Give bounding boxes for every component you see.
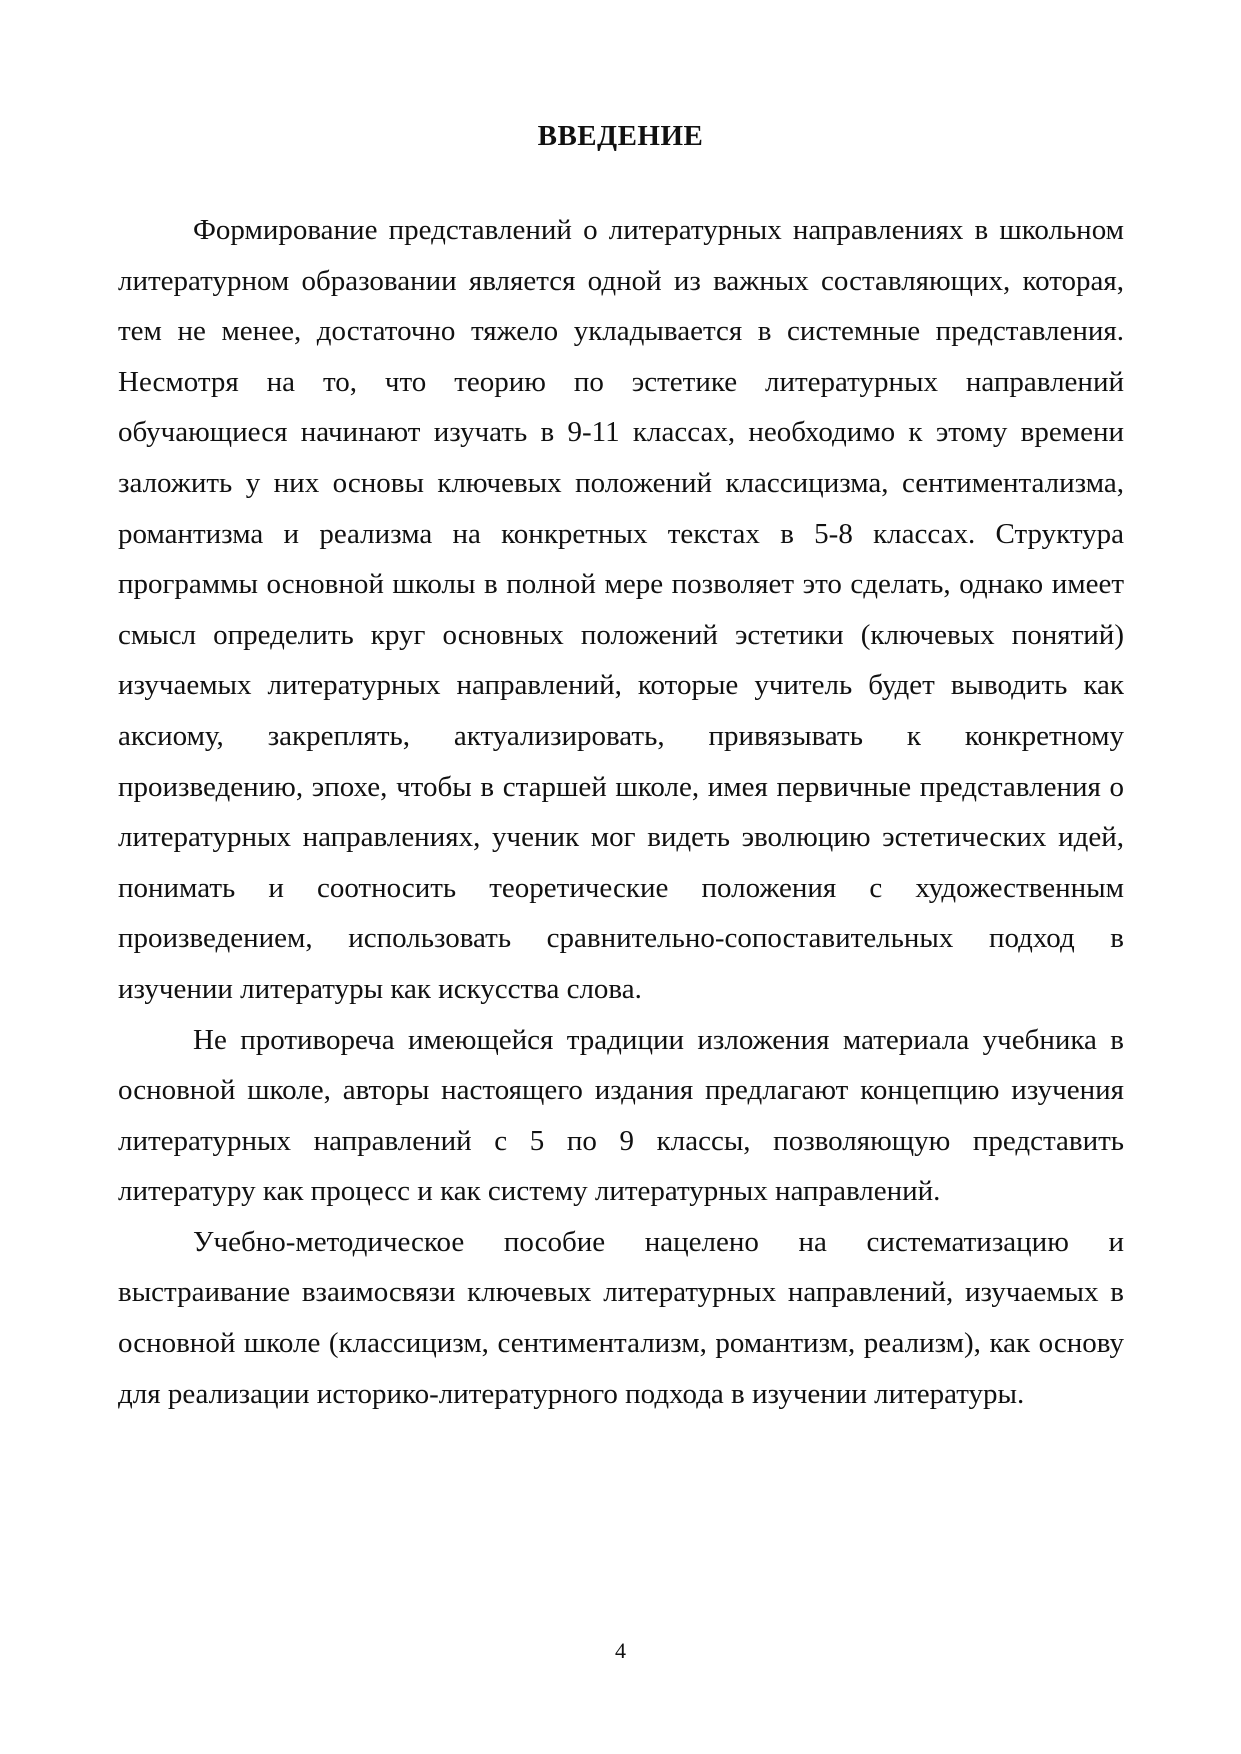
body-text [118, 205, 1124, 1419]
page-title: ВВЕДЕНИЕ [537, 120, 704, 152]
paragraph-3: Учебно-методическое пособие нацелено на систематизацию и выстраивание взаимосвязи ключевых литературных направлений, изучаемых в основной школе (классицизм, сентиментализм, романтизм, реализм), как основу для реализации историко-литературного подхода в изучении литературы. [118, 1225, 1124, 1410]
paragraph-2: Не противореча имеющейся традиции изложения материала учебника в основной школе, авторы настоящего издания предлагают концепцию изучения литературных направлений с 5 по 9 классы, позволяющую представить литературу как процесс и как систему литературных направлений. [118, 1023, 1124, 1208]
paragraph-1: Формирование представлений о литературных направлениях в школьном литературном образовании является одной из важных составляющих, которая, тем не менее, достаточно тяжело укладывается в системные представления. Несмотря на то, что теорию по эстетике литературных направлений обучающиеся начинают изучать в 9-11 классах, необходимо к этому времени заложить у них основы ключевых положений классицизма, сентиментализма, романтизма и реализма на конкретных текстах в 5-8 классах. Структура программы основной школы в полной мере позволяет это сделать, однако имеет смысл определить круг основных положений эстетики (ключевых понятий) изучаемых литературных направлений, которые учитель будет выводить как аксиому, закреплять, актуализировать, привязывать к конкретному произведению, эпохе, чтобы в старшей школе, имея первичные представления о литературных направлениях, ученик мог видеть эволюцию эстетических идей, понимать и соотносить теоретические положения с художественным произведением, использовать сравнительно-сопоставительных подход в изучении литературы как искусства слова. [118, 214, 1124, 1005]
page-number: 4 [615, 1638, 626, 1663]
